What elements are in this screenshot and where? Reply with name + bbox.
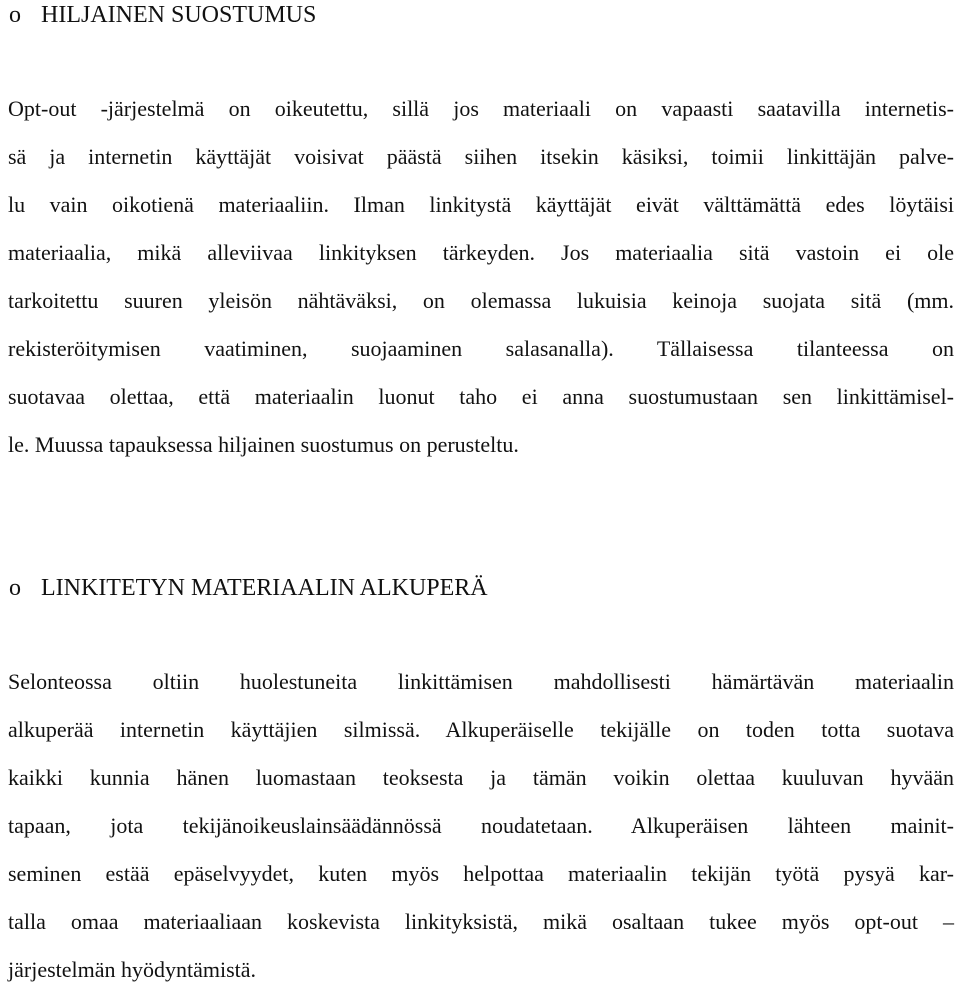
paragraph-line: alkuperää internetin käyttäjien silmissä. Alkuperäiselle tekijälle on toden totta suotava bbox=[8, 717, 954, 742]
paragraph-line: järjestelmän hyödyntämistä. bbox=[8, 957, 257, 982]
paragraph-line: tapaan, jota tekijänoikeuslainsäädännössä noudatetaan. Alkuperäisen lähteen mainit- bbox=[8, 813, 954, 838]
paragraph-line: suotavaa olettaa, että materiaalin luonut taho ei anna suostumustaan sen linkittämisel- bbox=[8, 384, 954, 409]
section-title: LINKITETYN MATERIAALIN ALKUPERÄ bbox=[41, 575, 488, 601]
paragraph-line: le. Muussa tapauksessa hiljainen suostumus on perusteltu. bbox=[8, 432, 519, 457]
paragraph-hiljainen-suostumus bbox=[8, 85, 954, 469]
section-title: HILJAINEN SUOSTUMUS bbox=[41, 2, 317, 28]
paragraph-line: Selonteossa oltiin huolestuneita linkittämisen mahdollisesti hämärtävän materiaalin bbox=[8, 669, 954, 694]
paragraph-line: materiaalia, mikä alleviivaa linkityksen tärkeyden. Jos materiaalia sitä vastoin ei ole bbox=[8, 240, 954, 265]
paragraph-line: seminen estää epäselvyydet, kuten myös helpottaa materiaalin tekijän työtä pysyä kar- bbox=[8, 861, 954, 886]
paragraph-line: kaikki kunnia hänen luomastaan teoksesta ja tämän voikin olettaa kuuluvan hyvään bbox=[8, 765, 954, 790]
paragraph-line: Opt-out -järjestelmä on oikeutettu, sillä jos materiaali on vapaasti saatavilla internetis- bbox=[8, 96, 954, 121]
bullet-marker: o bbox=[9, 575, 21, 601]
paragraph-linkitetyn-materiaalin-alkupera bbox=[8, 658, 954, 994]
paragraph-line: lu vain oikotienä materiaaliin. Ilman linkitystä käyttäjät eivät välttämättä edes löytäisi bbox=[8, 192, 954, 217]
paragraph-line: rekisteröitymisen vaatiminen, suojaaminen salasanalla). Tällaisessa tilanteessa on bbox=[8, 336, 954, 361]
paragraph-line: sä ja internetin käyttäjät voisivat päästä siihen itsekin käsiksi, toimii linkittäjän palve- bbox=[8, 144, 954, 169]
bullet-marker: o bbox=[9, 2, 21, 28]
paragraph-line: talla omaa materiaaliaan koskevista linkityksistä, mikä osaltaan tukee myös opt-out – bbox=[8, 909, 954, 934]
paragraph-line: tarkoitettu suuren yleisön nähtäväksi, on olemassa lukuisia keinoja suojata sitä (mm. bbox=[8, 288, 954, 313]
